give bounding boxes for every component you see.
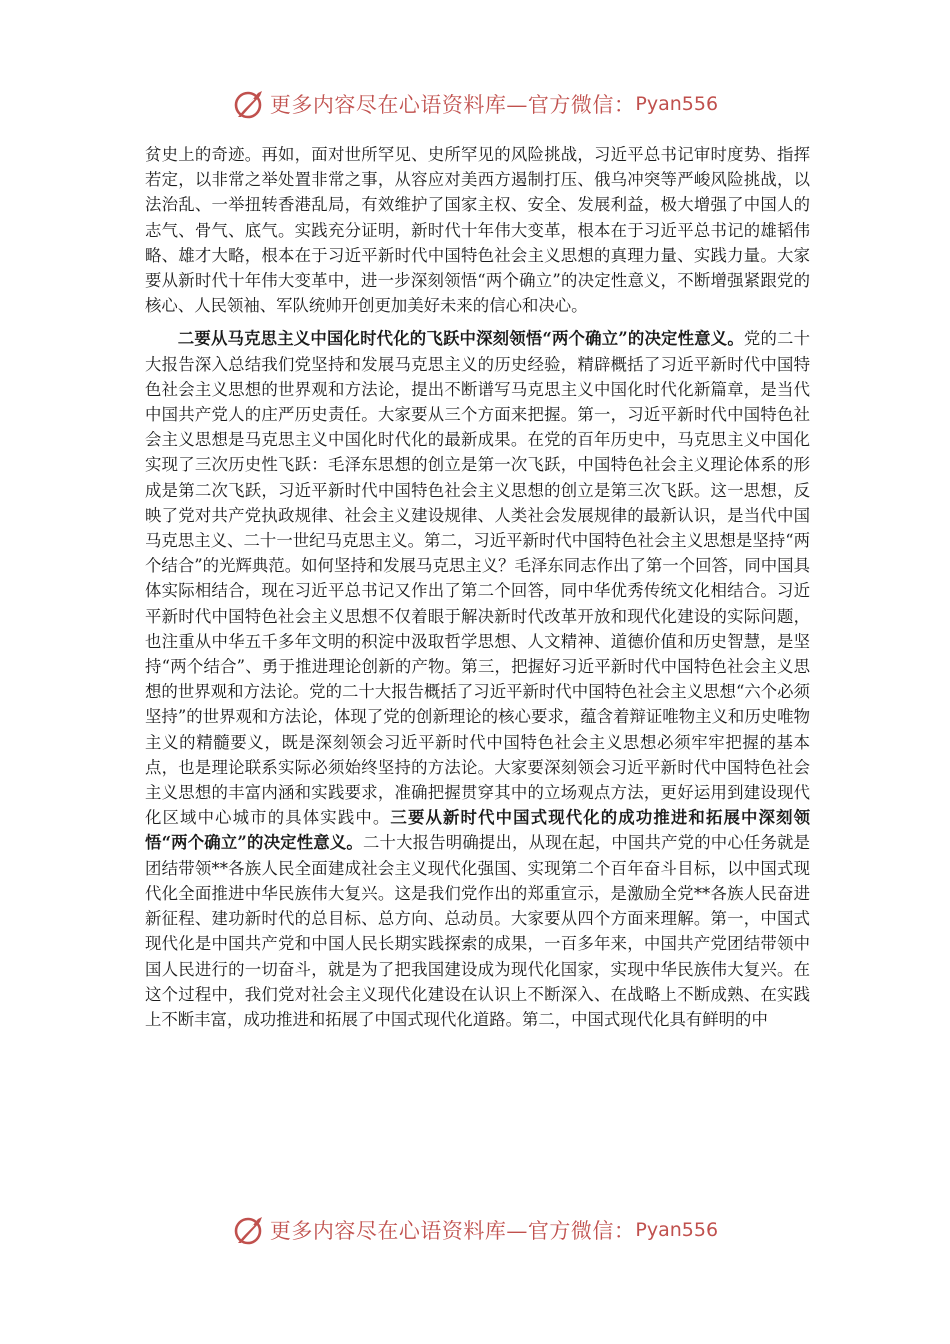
paragraph-2-heading: 二要从马克思主义中国化时代化的飞跃中深刻领悟“两个确立”的决定性意义。 bbox=[177, 329, 744, 349]
footer-wechat-id: Pyan556 bbox=[635, 1219, 719, 1241]
paragraph-2 bbox=[145, 326, 810, 1032]
document-body bbox=[145, 142, 810, 1032]
paragraph-3-text: 二十大报告明确提出，从现在起，中国共产党的中心任务就是团结带领**各族人民全面建成社会主义现代化强国、实现第二个百年奋斗目标，以中国式现代化全面推进中华民族伟大复兴。这是我们党作出的郑重宣示，是激励全党**各族人民奋进新征程、建功新时代的总目标、总方向、总动员。大家要从四个方面来理解。第一，中国式现代化是中国共产党和中国人民长期实践探索的成果，一百多年来，中国共产党团结带领中国人民进行的一切奋斗，就是为了把我国建设成为现代化国家，实现中华民族伟大复兴。在这个过程中，我们党对社会主义现代化建设在认识上不断深入、在战略上不断成熟、在实践上不断丰富，成功推进和拓展了中国式现代化道路。第二，中国式现代化具有鲜明的中 bbox=[145, 833, 811, 1029]
paragraph-3-heading: 三要从新时代中国式现代化的成功推进和拓展中深刻领悟“两个确立”的决定性意义。 bbox=[145, 808, 811, 853]
header-banner bbox=[0, 82, 950, 126]
footer-banner bbox=[0, 1208, 950, 1252]
paragraph-2-text: 党的二十大报告深入总结我们党坚持和发展马克思主义的历史经验，精辟概括了习近平新时代中国特色社会主义思想的世界观和方法论，提出不断谱写马克思主义中国化时代化新篇章，是当代中国共产党人的庄严历史责任。大家要从三个方面来把握。第一，习近平新时代中国特色社会主义思想是马克思主义中国化时代化的最新成果。在党的百年历史中，马克思主义中国化实现了三次历史性飞跃：毛泽东思想的创立是第一次飞跃，中国特色社会主义理论体系的形成是第二次飞跃，习近平新时代中国特色社会主义思想的创立是第三次飞跃。这一思想，反映了党对共产党执政规律、社会主义建设规律、人类社会发展规律的最新认识，是当代中国马克思主义、二十一世纪马克思主义。第二，习近平新时代中国特色社会主义思想是坚持“两个结合”的光辉典范。如何坚持和发展马克思主义？毛泽东同志作出了第一个回答，同中国具体实际相结合，现在习近平总书记又作出了第二个回答，同中华优秀传统文化相结合。习近平新时代中国特色社会主义思想不仅着眼于解决新时代改革开放和现代化建设的实际问题，也注重从中华五千多年文明的积淀中汲取哲学思想、人文精神、道德价值和历史智慧，是坚持“两个结合”、勇于推进理论创新的产物。第三，把握好习近平新时代中国特色社会主义思想的世界观和方法论。党的二十大报告概括了习近平新时代中国特色社会主义思想“六个必须坚持”的世界观和方法论，体现了党的创新理论的核心要求，蕴含着辩证唯物主义和历史唯物主义的精髓要义，既是深刻领会习近平新时代中国特色社会主义思想必须牢牢把握的基本点，也是理论联系实际必须始终坚持的方法论。大家要深刻领会习近平新时代中国特色社会主义思想的丰富内涵和实践要求，准确把握贯穿其中的立场观点方法，更好运用到建设现代化区域中心城市的具体实践中。 bbox=[145, 329, 810, 828]
quill-logo-icon bbox=[232, 87, 266, 121]
header-wechat-id: Pyan556 bbox=[635, 93, 719, 115]
header-banner-text: 更多内容尽在心语资料库—官方微信： bbox=[269, 93, 636, 117]
paragraph-1: 贫史上的奇迹。再如，面对世所罕见、史所罕见的风险挑战，习近平总书记审时度势、指挥若定，以非常之举处置非常之事，从容应对美西方遏制打压、俄乌冲突等严峻风险挑战，以法治乱、一举扭转香港乱局，有效维护了国家主权、安全、发展利益，极大增强了中国人的志气、骨气、底气。实践充分证明，新时代十年伟大变革，根本在于习近平总书记的雄韬伟略、雄才大略，根本在于习近平新时代中国特色社会主义思想的真理力量、实践力量。大家要从新时代十年伟大变革中，进一步深刻领悟“两个确立”的决定性意义，不断增强紧跟党的核心、人民领袖、军队统帅开创更加美好未来的信心和决心。 bbox=[145, 145, 810, 316]
footer-banner-text: 更多内容尽在心语资料库—官方微信： bbox=[269, 1219, 636, 1243]
quill-logo-icon bbox=[232, 1213, 266, 1247]
